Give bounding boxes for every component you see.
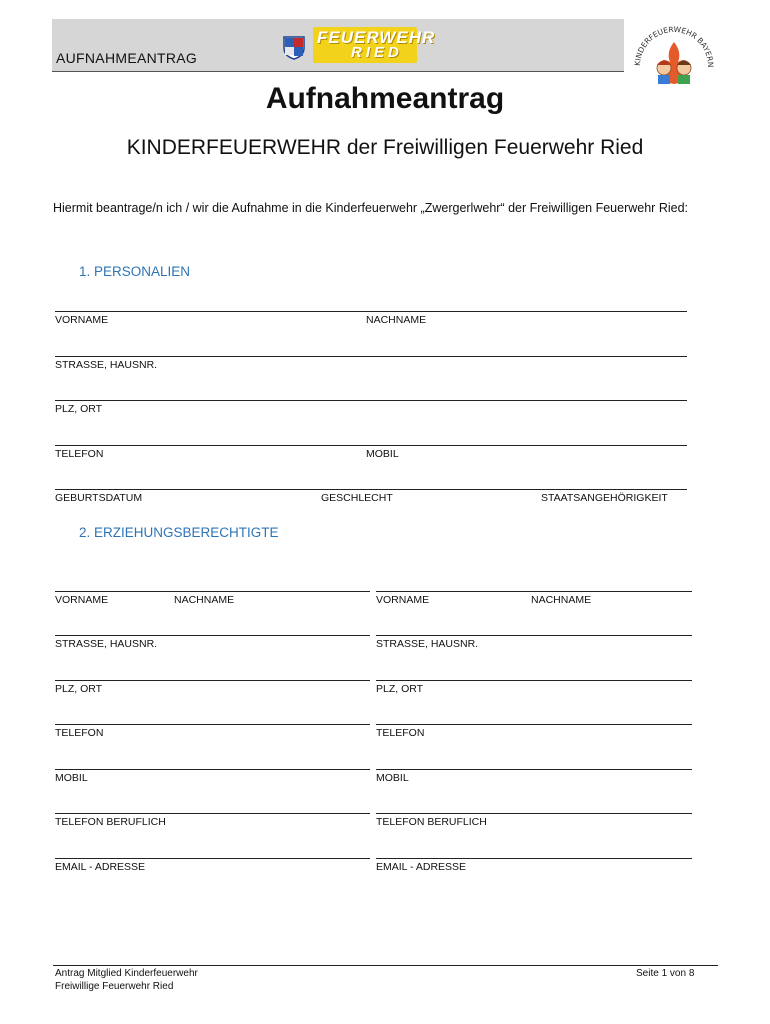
page-subtitle: KINDERFEUERWEHR der Freiwilligen Feuerwehr Ried bbox=[126, 136, 644, 159]
footer-line-1: Antrag Mitglied Kinderfeuerwehr bbox=[55, 968, 198, 979]
field-line-strasse[interactable] bbox=[55, 356, 687, 357]
footer-page-number: Seite 1 von 8 bbox=[636, 968, 695, 979]
kinderfeuerwehr-bayern-badge-icon bbox=[630, 22, 718, 88]
field-line-e1-name[interactable] bbox=[55, 591, 370, 592]
field-line-plz[interactable] bbox=[55, 400, 687, 401]
field-line-e2-plz[interactable] bbox=[376, 680, 692, 681]
section-heading-erziehungsberechtigte: 2. ERZIEHUNGSBERECHTIGTE bbox=[79, 525, 279, 540]
label-plz-ort: PLZ, ORT bbox=[55, 403, 103, 415]
label-vorname: VORNAME bbox=[55, 314, 109, 326]
label-e1-strasse: STRASSE, HAUSNR. bbox=[55, 638, 158, 650]
field-line-e1-telefon[interactable] bbox=[55, 724, 370, 725]
label-e2-plz-ort: PLZ, ORT bbox=[376, 683, 424, 695]
label-staatsangehoerigkeit: STAATSANGEHÖRIGKEIT bbox=[541, 492, 668, 504]
logo-text-bottom: RIED bbox=[351, 44, 403, 61]
label-e2-strasse: STRASSE, HAUSNR. bbox=[376, 638, 479, 650]
badge-arc-text: KINDERFEUERWEHR BAYERN bbox=[632, 24, 716, 68]
label-e2-vorname: VORNAME bbox=[376, 594, 430, 606]
label-mobil: MOBIL bbox=[366, 448, 399, 460]
label-e1-vorname: VORNAME bbox=[55, 594, 109, 606]
field-line-e2-strasse[interactable] bbox=[376, 635, 692, 636]
field-line-e2-name[interactable] bbox=[376, 591, 692, 592]
field-line-geburtsdatum[interactable] bbox=[55, 489, 687, 490]
field-line-e1-strasse[interactable] bbox=[55, 635, 370, 636]
municipal-crest-icon bbox=[283, 36, 305, 60]
label-e1-mobil: MOBIL bbox=[55, 772, 88, 784]
label-e1-nachname: NACHNAME bbox=[174, 594, 235, 606]
field-line-e1-plz[interactable] bbox=[55, 680, 370, 681]
field-line-e1-email[interactable] bbox=[55, 858, 370, 859]
field-line-name[interactable] bbox=[55, 311, 687, 312]
label-e2-nachname: NACHNAME bbox=[531, 594, 592, 606]
field-line-e2-telefon[interactable] bbox=[376, 724, 692, 725]
field-line-e2-email[interactable] bbox=[376, 858, 692, 859]
section-heading-personalien: 1. PERSONALIEN bbox=[79, 264, 191, 279]
label-e2-telefon-beruflich: TELEFON BERUFLICH bbox=[376, 816, 487, 828]
label-e2-mobil: MOBIL bbox=[376, 772, 409, 784]
page-title: Aufnahmeantrag bbox=[265, 82, 505, 115]
label-e1-plz-ort: PLZ, ORT bbox=[55, 683, 103, 695]
label-e1-telefon: TELEFON bbox=[55, 727, 104, 739]
label-geschlecht: GESCHLECHT bbox=[321, 492, 393, 504]
field-line-e1-mobil[interactable] bbox=[55, 769, 370, 770]
field-line-telefon[interactable] bbox=[55, 445, 687, 446]
label-e2-telefon: TELEFON bbox=[376, 727, 425, 739]
field-line-e2-mobil[interactable] bbox=[376, 769, 692, 770]
footer-divider bbox=[53, 965, 718, 966]
logo-text-top: FEUERWEHR bbox=[317, 28, 436, 47]
field-line-e1-telefon-beruflich[interactable] bbox=[55, 813, 370, 814]
label-e1-telefon-beruflich: TELEFON BERUFLICH bbox=[55, 816, 166, 828]
intro-text: Hiermit beantrage/n ich / wir die Aufnahme in die Kinderfeuerwehr „Zwergerlwehr“ der Freiwilligen Feuerwehr Ried: bbox=[53, 201, 688, 215]
label-telefon: TELEFON bbox=[55, 448, 104, 460]
field-line-e2-telefon-beruflich[interactable] bbox=[376, 813, 692, 814]
header-title: AUFNAHMEANTRAG bbox=[56, 50, 198, 66]
footer-line-2: Freiwillige Feuerwehr Ried bbox=[55, 981, 174, 992]
label-e2-email: EMAIL - ADRESSE bbox=[376, 861, 467, 873]
label-strasse: STRASSE, HAUSNR. bbox=[55, 359, 158, 371]
label-e1-email: EMAIL - ADRESSE bbox=[55, 861, 146, 873]
label-nachname: NACHNAME bbox=[366, 314, 427, 326]
label-geburtsdatum: GEBURTSDATUM bbox=[55, 492, 143, 504]
feuerwehr-ried-logo bbox=[313, 27, 436, 63]
